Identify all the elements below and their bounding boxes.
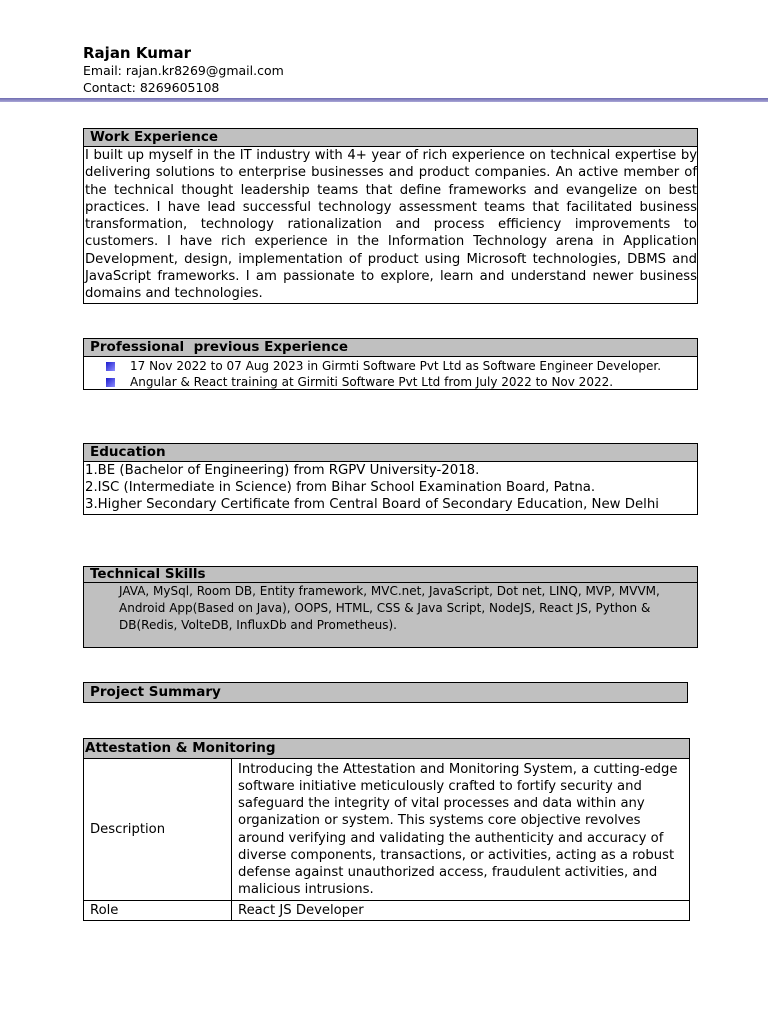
education-item: 3.Higher Secondary Certificate from Central Board of Secondary Education, New Delhi <box>85 497 659 512</box>
list-item: 17 Nov 2022 to 07 Aug 2023 in Girmti Software Pvt Ltd as Software Engineer Developer. <box>106 358 697 374</box>
project-summary-heading: Project Summary <box>84 683 687 702</box>
previous-experience-heading: Professional previous Experience <box>84 339 697 357</box>
project-details-table <box>83 758 690 921</box>
work-experience-section <box>83 128 698 304</box>
technical-skills-section <box>83 566 698 648</box>
square-bullet-icon <box>106 378 115 387</box>
education-item: 1.BE (Bachelor of Engineering) from RGPV University-2018. <box>85 463 480 478</box>
technical-skills-text: JAVA, MySql, Room DB, Entity framework, MVC.net, JavaScript, Dot net, LINQ, MVP, MVVM, Android App(Based on Java), OOPS, HTML, CSS & Java Script, NodeJS, React JS, Python & DB(Redis, VolteDB, InfluxDb and Prometheus). <box>84 583 697 634</box>
table-row <box>84 759 690 901</box>
education-section <box>83 443 698 515</box>
header-divider <box>0 98 768 102</box>
candidate-name: Rajan Kumar <box>83 44 192 62</box>
project-title: Attestation & Monitoring <box>83 738 690 758</box>
role-label: Role <box>84 901 232 921</box>
education-heading: Education <box>84 444 697 462</box>
project-table <box>83 738 690 921</box>
work-experience-text: I built up myself in the IT industry with 4+ year of rich experience on technical expertise by delivering solutions to enterprise businesses and product companies. An active member of the technical thought leadership teams that define frameworks and evangelize on best practices. I have lead successful technology assessment teams that facilitated business transformation, technology rationalization and process efficiency improvements to customers. I have rich experience in the Information Technology arena in Application Development, design, implementation of product using Microsoft technologies, DBMS and JavaScript frameworks. I am passionate to explore, learn and understand newer business domains and technologies. <box>85 148 697 302</box>
previous-experience-list <box>84 357 697 390</box>
role-value: React JS Developer <box>232 901 690 921</box>
work-experience-heading: Work Experience <box>84 129 697 147</box>
list-item: Angular & React training at Girmiti Software Pvt Ltd from July 2022 to Nov 2022. <box>106 374 697 390</box>
description-label: Description <box>84 759 232 901</box>
contact-line: Contact: 8269605108 <box>83 80 220 95</box>
project-summary-section <box>83 682 688 703</box>
technical-skills-heading: Technical Skills <box>84 567 697 583</box>
email-line: Email: rajan.kr8269@gmail.com <box>83 63 284 78</box>
education-item: 2.ISC (Intermediate in Science) from Bihar School Examination Board, Patna. <box>85 480 596 495</box>
table-row <box>84 901 690 921</box>
previous-experience-section <box>83 338 698 390</box>
square-bullet-icon <box>106 362 115 371</box>
description-value: Introducing the Attestation and Monitoring System, a cutting-edge software initiative meticulously crafted to fortify security and safeguard the integrity of vital processes and data within any organization or system. This systems core objective revolves around verifying and validating the authenticity and accuracy of diverse components, transactions, or activities, acting as a robust defense against unauthorized access, fraudulent activities, and malicious intrusions. <box>232 759 690 901</box>
